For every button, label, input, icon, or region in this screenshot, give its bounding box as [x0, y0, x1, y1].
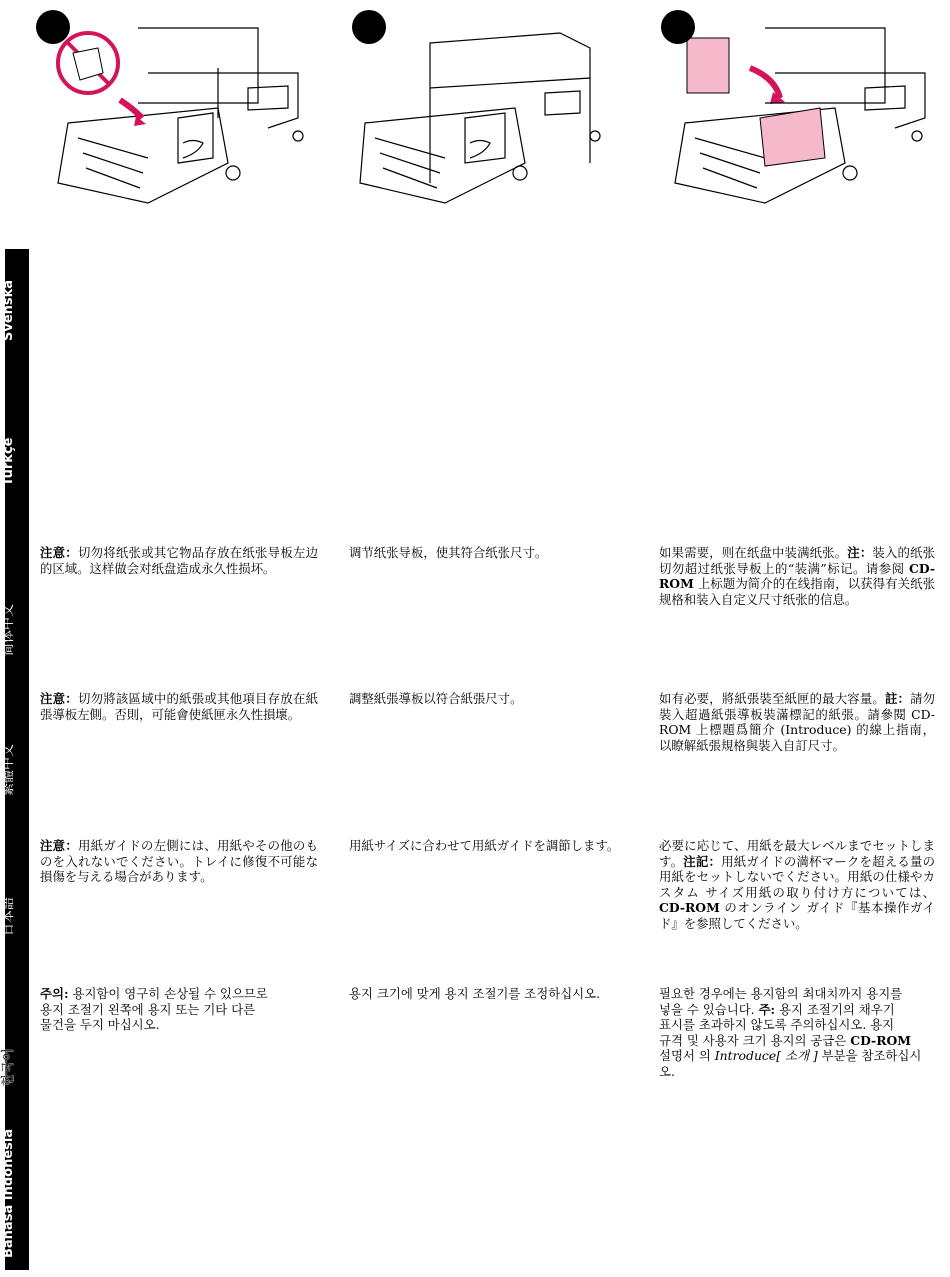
zh-hans-adjust: 调节纸张导板，使其符合纸张尺寸。 — [349, 545, 548, 560]
lang-label-ko: 한국어 — [1, 1048, 16, 1086]
step-3-marker — [661, 10, 695, 44]
figure-step-2 — [345, 8, 635, 213]
ko-caution: 주의: 용지함이 영구히 손상될 수 있으므로 용지 조절기 왼쪽에 용지 또는 기타 다른 물건을 두지 마십시오. — [40, 986, 268, 1032]
zh-hant-load: 如有必要，將紙張裝至紙匣的最大容量。註：請勿裝入超過紙張導板裝滿標記的紙張。請參閱 CD-ROM 上標題爲簡介 (Introduce) 的線上指南，以瞭解紙張規格與裝入自訂尺寸。 — [659, 691, 936, 753]
step-2-marker — [352, 10, 386, 44]
step-1-marker — [36, 10, 70, 44]
lang-label-bahasa: Bahasa Indonesia — [1, 1128, 16, 1258]
zh-hans-load: 如果需要，则在纸盘中装满纸张。注：装入的纸张切勿超过纸张导板上的“装满”标记。请参阅 CD-ROM 上标题为简介的在线指南，以获得有关纸张规格和装入自定义尺寸纸张的信息。 — [659, 545, 936, 607]
lang-label-zh-hant: 繁體中文 — [1, 743, 16, 796]
zh-hans-caution: 注意：切勿将纸张或其它物品存放在纸张导板左边的区域。这样做会对纸盘造成永久性损坏。 — [40, 545, 319, 576]
zh-hant-adjust: 調整紙張導板以符合紙張尺寸。 — [349, 691, 523, 706]
lang-label-svenska: Svenska — [1, 279, 16, 341]
figure-step-3 — [655, 8, 945, 213]
lang-label-ja: 日本語 — [1, 896, 16, 936]
lang-label-turkce: Türkçe — [1, 437, 16, 486]
tray-fill-illustration — [655, 8, 945, 213]
ko-load: 필요한 경우에는 용지함의 최대치까지 용지를 넣을 수 있습니다. 주: 용지 조절기의 채우기 표시를 초과하지 않도록 주의하십시오. 용지 규격 및 사용자 크기 용지의 공급은 CD-ROM 설명서 의 Introduce[ 소개 ] 부분을 참조하십시오. — [659, 986, 922, 1079]
tray-guide-illustration — [345, 8, 635, 213]
tray-prohibit-illustration — [28, 8, 318, 213]
ko-adjust: 용지 크기에 맞게 용지 조절기를 조정하십시오. — [349, 986, 601, 1001]
lang-label-zh-hans: 简体中文 — [1, 603, 16, 656]
figure-step-1 — [28, 8, 318, 213]
ja-adjust: 用紙サイズに合わせて用紙ガイドを調節します。 — [349, 838, 620, 853]
language-sidebar — [1, 249, 29, 1270]
ja-load: 必要に応じて、用紙を最大レベルまでセットします。注記：用紙ガイドの満杯マークを超える量の用紙をセットしないでください。用紙の仕様やカスタム サイズ用紙の取り付け方については、CD-ROM のオンライン ガイド『基本操作ガイド』を参照してください。 — [659, 838, 935, 931]
ja-caution: 注意：用紙ガイドの左側には、用紙やその他のものを入れないでください。トレイに修復不可能な損傷を与える場合があります。 — [40, 838, 318, 884]
zh-hant-caution: 注意：切勿將該區域中的紙張或其他項目存放在紙張導板左側。否則，可能會使紙匣永久性損壞。 — [40, 691, 319, 722]
